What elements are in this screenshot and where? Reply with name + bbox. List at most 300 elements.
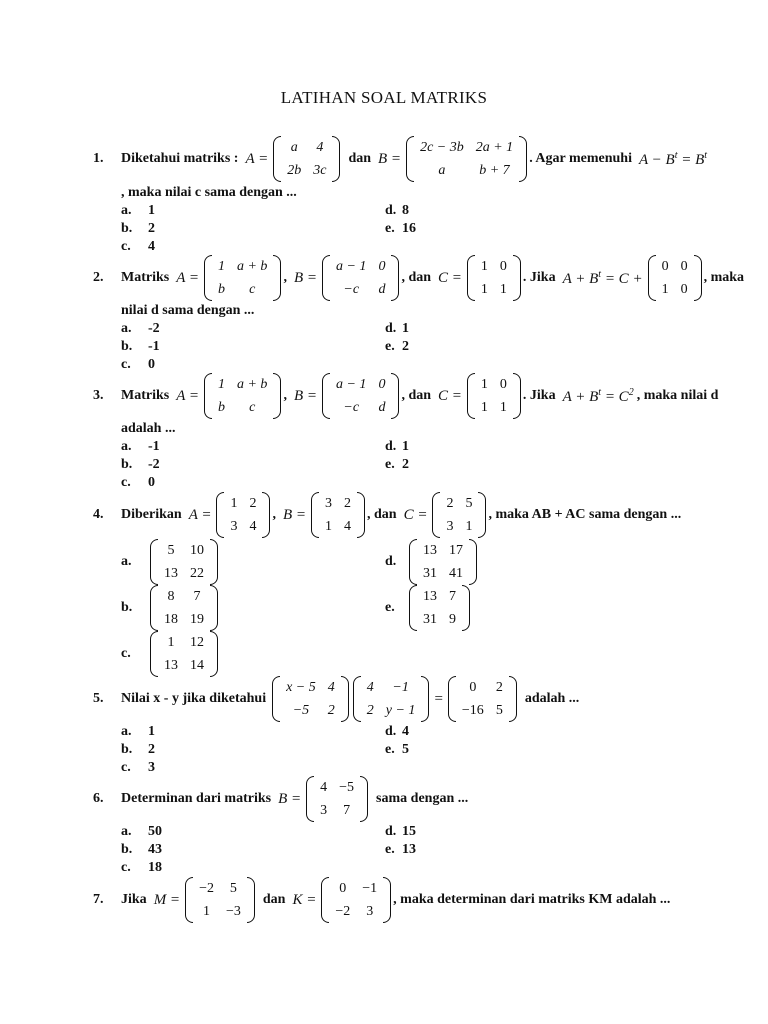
stem-text: , dan <box>367 507 397 522</box>
option-value: 8 <box>402 203 409 218</box>
option-value: 1 <box>148 724 155 739</box>
matrix-cell: a + b <box>236 259 268 274</box>
stem-text: dan <box>348 151 372 166</box>
question-continuation: , maka nilai c sama dengan ... <box>121 185 297 200</box>
option-a <box>121 539 220 585</box>
stem-text: , maka determinan dari matriks KM adalah ... <box>393 892 671 907</box>
question-stem <box>121 138 710 180</box>
matrix-a <box>204 255 281 301</box>
option-value: 50 <box>148 824 162 839</box>
matrix-entries <box>158 539 210 585</box>
matrix-cell: 5 <box>229 881 237 896</box>
math-label: B = <box>282 506 306 523</box>
matrix-cell: −1 <box>392 680 409 695</box>
bracket-left <box>406 136 414 182</box>
bracket-right <box>247 877 255 923</box>
stem-text: Nilai x - y jika diketahui <box>121 691 267 706</box>
matrix-cell: d <box>378 400 386 415</box>
option-value: 0 <box>148 357 155 372</box>
option-label: b. <box>121 221 133 236</box>
matrix-cell: 0 <box>680 282 688 297</box>
matrix-cell: 0 <box>378 259 386 274</box>
bracket-left <box>353 676 361 722</box>
bracket-left <box>409 585 417 631</box>
matrix-cell: 0 <box>469 680 477 695</box>
matrix-cell: 1 <box>480 282 488 297</box>
question-number: 1. <box>93 151 104 166</box>
matrix-cell: 2b <box>287 163 302 178</box>
matrix-cell: d <box>378 282 386 297</box>
matrix-entries <box>475 255 513 301</box>
bracket-right <box>341 676 349 722</box>
matrix-cell: 13 <box>423 589 437 604</box>
bracket-right <box>383 877 391 923</box>
option-value: 4 <box>148 239 155 254</box>
option-value: 18 <box>148 860 162 875</box>
option-label: a. <box>121 824 132 839</box>
bracket-right <box>210 539 218 585</box>
matrix-cell: 4 <box>366 680 374 695</box>
option-b <box>121 457 160 473</box>
bracket-left <box>185 877 193 923</box>
option-value: -1 <box>148 339 160 354</box>
stem-text: , maka AB + AC sama dengan ... <box>488 507 682 522</box>
matrix-entries <box>417 585 462 631</box>
stem-text: Diketahui matriks : <box>121 151 239 166</box>
stem-text: Matriks <box>121 388 170 403</box>
math-label: B = <box>378 150 402 167</box>
option-label: a. <box>121 321 132 336</box>
matrix-cell: 13 <box>423 543 437 558</box>
question-continuation: adalah ... <box>121 421 176 436</box>
matrix-cell: −2 <box>199 881 214 896</box>
option-c <box>121 860 162 876</box>
matrix-cell: 1 <box>465 519 473 534</box>
option-value: 2 <box>148 742 155 757</box>
option-a <box>121 824 162 840</box>
matrix-cell: 5 <box>495 703 503 718</box>
matrix-cell: 1 <box>499 400 507 415</box>
option-value: 2 <box>402 339 409 354</box>
matrix-cell: 13 <box>164 566 178 581</box>
matrix-cell: 2 <box>327 703 335 718</box>
option-value: -1 <box>148 439 160 454</box>
matrix-cell: 2 <box>366 703 374 718</box>
option-d <box>385 439 409 455</box>
option-value: 2 <box>148 221 155 236</box>
bracket-left <box>409 539 417 585</box>
option-e <box>385 585 472 631</box>
matrix-cell: c <box>249 400 256 415</box>
matrix-cell: b + 7 <box>479 163 510 178</box>
option-label: e. <box>385 842 395 857</box>
bracket-right <box>513 255 521 301</box>
matrix-cell: 22 <box>190 566 204 581</box>
bracket-right <box>210 585 218 631</box>
bracket-left <box>322 255 330 301</box>
option-value: 5 <box>402 742 409 757</box>
option-label: d. <box>385 824 397 839</box>
matrix-entries <box>361 676 422 722</box>
option-a <box>121 724 155 740</box>
matrix-cell: 0 <box>339 881 347 896</box>
option-value: 3 <box>148 760 155 775</box>
matrix-cell: 13 <box>164 658 178 673</box>
matrix-cell: 2 <box>249 496 257 511</box>
matrix-entries <box>281 136 332 182</box>
bracket-right <box>273 373 281 419</box>
bracket-left <box>311 492 319 538</box>
option-matrix <box>150 539 218 585</box>
matrix-cell: a − 1 <box>335 259 367 274</box>
math-label: A = <box>245 150 269 167</box>
matrix-b <box>311 492 365 538</box>
matrix-entries <box>440 492 478 538</box>
math-label: C = <box>438 269 462 286</box>
matrix-cell: −3 <box>225 904 241 919</box>
option-d <box>385 539 479 585</box>
matrix-cell: 2a + 1 <box>475 140 514 155</box>
option-c <box>121 760 155 776</box>
stem-text: , maka <box>703 270 745 285</box>
bracket-left <box>273 136 281 182</box>
option-label: d. <box>385 724 397 739</box>
matrix-cell: −c <box>343 400 360 415</box>
math-label: = <box>434 690 443 707</box>
math-label: M = <box>153 891 181 908</box>
bracket-left <box>467 255 475 301</box>
option-matrix <box>150 585 218 631</box>
matrix-cell: 1 <box>480 400 488 415</box>
option-label: e. <box>385 221 395 236</box>
matrix-cell: 7 <box>193 589 201 604</box>
bracket-right <box>694 255 702 301</box>
matrix-cell: 3c <box>313 163 327 178</box>
bracket-right <box>332 136 340 182</box>
matrix-entries <box>158 631 210 677</box>
bracket-right <box>421 676 429 722</box>
bracket-right <box>391 373 399 419</box>
matrix-cell: 18 <box>164 612 178 627</box>
matrix-cell: a <box>290 140 298 155</box>
option-label: d. <box>385 321 397 336</box>
matrix-entries <box>414 136 519 182</box>
matrix-a <box>273 136 340 182</box>
option-c <box>121 239 155 255</box>
matrix-c <box>467 373 521 419</box>
bracket-left <box>467 373 475 419</box>
matrix-cell: b <box>217 400 225 415</box>
math-expression: $A + B^t = C$ + <box>562 268 643 287</box>
option-b <box>121 221 155 237</box>
matrix-cell: 1 <box>217 259 225 274</box>
matrix-entries <box>212 373 273 419</box>
page-title: LATIHAN SOAL MATRIKS <box>280 88 488 107</box>
option-b <box>121 585 220 631</box>
math-label: K = <box>292 891 317 908</box>
option-label: b. <box>121 339 133 354</box>
question-number: 7. <box>93 892 104 907</box>
option-c <box>121 631 220 677</box>
matrix-entries <box>314 776 360 822</box>
matrix-entries <box>456 676 509 722</box>
option-label: d. <box>385 203 397 218</box>
question-number: 5. <box>93 691 104 706</box>
stem-text: Diberikan <box>121 507 182 522</box>
matrix-cell: 1 <box>203 904 211 919</box>
stem-text: dan <box>262 892 286 907</box>
matrix-cell: y − 1 <box>385 703 416 718</box>
bracket-right <box>357 492 365 538</box>
bracket-left <box>204 255 212 301</box>
matrix-c <box>467 255 521 301</box>
option-value: 16 <box>402 221 416 236</box>
option-d <box>385 724 409 740</box>
matrix-cell: a − 1 <box>335 377 367 392</box>
math-label: B = <box>293 387 317 404</box>
matrix-entries <box>158 585 210 631</box>
matrix-cell: 2 <box>344 496 351 511</box>
bracket-right <box>513 373 521 419</box>
stem-text: Jika <box>121 892 147 907</box>
matrix-cell: −c <box>343 282 360 297</box>
matrix-cell: 31 <box>423 566 437 581</box>
math-label: A = <box>176 269 199 286</box>
math-expression: $A + B^t = C^2$ <box>562 386 634 405</box>
matrix-cell: 2 <box>495 680 503 695</box>
option-label: a. <box>121 203 132 218</box>
math-label: A = <box>176 387 199 404</box>
matrix-b <box>306 776 368 822</box>
option-e <box>385 842 416 858</box>
matrix-cell: 3 <box>230 519 238 534</box>
option-label: e. <box>385 339 395 354</box>
stem-text: . Agar memenuhi <box>529 151 632 166</box>
matrix-cell: 4 <box>344 519 351 534</box>
question-stem <box>121 493 685 537</box>
matrix-m <box>185 877 255 923</box>
matrix-cell: 7 <box>449 589 456 604</box>
matrix-cell: 3 <box>446 519 454 534</box>
option-label: b. <box>121 600 133 615</box>
bracket-right <box>478 492 486 538</box>
bracket-left <box>150 631 158 677</box>
bracket-left <box>204 373 212 419</box>
option-value: 15 <box>402 824 416 839</box>
matrix-left <box>272 676 349 722</box>
bracket-left <box>306 776 314 822</box>
math-label: B = <box>293 269 317 286</box>
bracket-left <box>321 877 329 923</box>
matrix-b <box>322 255 399 301</box>
option-b <box>121 842 162 858</box>
matrix-cell: 4 <box>249 519 257 534</box>
matrix-entries <box>329 877 383 923</box>
matrix-cell: 4 <box>320 780 328 795</box>
matrix-cell: b <box>217 282 225 297</box>
option-label: e. <box>385 742 395 757</box>
option-e <box>385 339 409 355</box>
matrix-cell: 5 <box>465 496 473 511</box>
option-label: c. <box>121 646 131 661</box>
bracket-right <box>469 539 477 585</box>
option-value: 4 <box>402 724 409 739</box>
question-stem <box>121 374 722 418</box>
option-a <box>121 439 160 455</box>
option-label: b. <box>121 842 133 857</box>
stem-text: . Jika <box>522 270 556 285</box>
option-value: 1 <box>402 439 409 454</box>
question-stem <box>121 256 748 300</box>
option-a <box>121 203 155 219</box>
option-d <box>385 824 416 840</box>
bracket-left <box>272 676 280 722</box>
matrix-cell: 4 <box>316 140 324 155</box>
option-a <box>121 321 160 337</box>
option-value: -2 <box>148 457 160 472</box>
math-expression: $A - B^t = B^t$ <box>639 149 708 168</box>
matrix-cell: −5 <box>339 780 355 795</box>
matrix-cell: 0 <box>499 377 507 392</box>
option-b <box>121 339 160 355</box>
option-value: -2 <box>148 321 160 336</box>
stem-text: , dan <box>401 270 432 285</box>
bracket-left <box>322 373 330 419</box>
matrix-entries <box>330 373 391 419</box>
matrix-d <box>648 255 702 301</box>
option-e <box>385 221 416 237</box>
bracket-right <box>210 631 218 677</box>
matrix-cell: −16 <box>461 703 484 718</box>
matrix-cell: 19 <box>190 612 204 627</box>
option-e <box>385 742 409 758</box>
bracket-right <box>273 255 281 301</box>
option-label: d. <box>385 439 397 454</box>
matrix-cell: 0 <box>680 259 688 274</box>
matrix-cell: 41 <box>449 566 463 581</box>
matrix-cell: 8 <box>167 589 175 604</box>
matrix-cell: 0 <box>499 259 507 274</box>
bracket-left <box>432 492 440 538</box>
stem-text: , <box>283 270 287 285</box>
option-d <box>385 321 409 337</box>
math-label: A = <box>188 506 212 523</box>
option-label: c. <box>121 760 131 775</box>
option-label: c. <box>121 357 131 372</box>
bracket-right <box>519 136 527 182</box>
option-label: d. <box>385 554 397 569</box>
option-value: 2 <box>402 457 409 472</box>
stem-text: , dan <box>401 388 432 403</box>
matrix-entries <box>417 539 469 585</box>
matrix-cell: −2 <box>335 904 351 919</box>
stem-text: sama dengan ... <box>376 791 469 806</box>
matrix-entries <box>212 255 273 301</box>
bracket-left <box>648 255 656 301</box>
option-value: 1 <box>402 321 409 336</box>
matrix-cell: 1 <box>661 282 669 297</box>
matrix-cell: 14 <box>190 658 204 673</box>
matrix-cell: 9 <box>449 612 456 627</box>
stem-text: adalah ... <box>524 691 580 706</box>
matrix-cell: 3 <box>366 904 374 919</box>
matrix-cell: 1 <box>167 635 175 650</box>
matrix-cell: 4 <box>327 680 335 695</box>
matrix-k <box>321 877 391 923</box>
option-matrix <box>409 585 470 631</box>
matrix-entries <box>475 373 513 419</box>
matrix-cell: 0 <box>661 259 669 274</box>
option-e <box>385 457 409 473</box>
option-label: b. <box>121 457 133 472</box>
question-number: 2. <box>93 270 104 285</box>
math-label: C = <box>403 506 428 523</box>
matrix-cell: 2c − 3b <box>420 140 464 155</box>
matrix-entries <box>330 255 391 301</box>
bracket-right <box>462 585 470 631</box>
stem-text: . Jika <box>522 388 556 403</box>
option-label: c. <box>121 239 131 254</box>
matrix-cell: c <box>249 282 256 297</box>
option-matrix <box>150 631 218 677</box>
stem-text: Matriks <box>121 270 170 285</box>
matrix-cell: −5 <box>292 703 310 718</box>
matrix-entries <box>656 255 694 301</box>
matrix-a <box>204 373 281 419</box>
matrix-entries <box>319 492 357 538</box>
matrix-cell: a + b <box>236 377 268 392</box>
option-value: 43 <box>148 842 162 857</box>
question-stem <box>121 878 674 922</box>
bracket-left <box>150 585 158 631</box>
stem-text: , <box>272 507 276 522</box>
matrix-cell: x − 5 <box>286 680 316 695</box>
matrix-entries <box>193 877 247 923</box>
option-b <box>121 742 155 758</box>
matrix-cell: 17 <box>449 543 463 558</box>
option-label: a. <box>121 554 132 569</box>
matrix-cell: 1 <box>480 259 488 274</box>
matrix-cell: 31 <box>423 612 437 627</box>
option-d <box>385 203 409 219</box>
option-label: a. <box>121 724 132 739</box>
option-value: 1 <box>148 203 155 218</box>
option-value: 0 <box>148 475 155 490</box>
option-label: e. <box>385 600 395 615</box>
matrix-cell: 1 <box>230 496 238 511</box>
option-c <box>121 475 155 491</box>
question-number: 3. <box>93 388 104 403</box>
question-stem <box>121 676 583 722</box>
math-label: C = <box>438 387 462 404</box>
stem-text: , maka nilai d <box>636 388 719 403</box>
matrix-c <box>432 492 486 538</box>
stem-text: Determinan dari matriks <box>121 791 272 806</box>
question-continuation: nilai d sama dengan ... <box>121 303 255 318</box>
matrix-b <box>406 136 527 182</box>
matrix-entries <box>280 676 341 722</box>
bracket-right <box>262 492 270 538</box>
matrix-entries <box>224 492 262 538</box>
matrix-cell: 1 <box>499 282 507 297</box>
option-label: c. <box>121 860 131 875</box>
matrix-cell: 1 <box>325 519 332 534</box>
matrix-cell: −1 <box>362 881 378 896</box>
matrix-cell: a <box>438 163 446 178</box>
bracket-right <box>391 255 399 301</box>
question-stem <box>121 777 472 821</box>
matrix-cell: 12 <box>190 635 204 650</box>
